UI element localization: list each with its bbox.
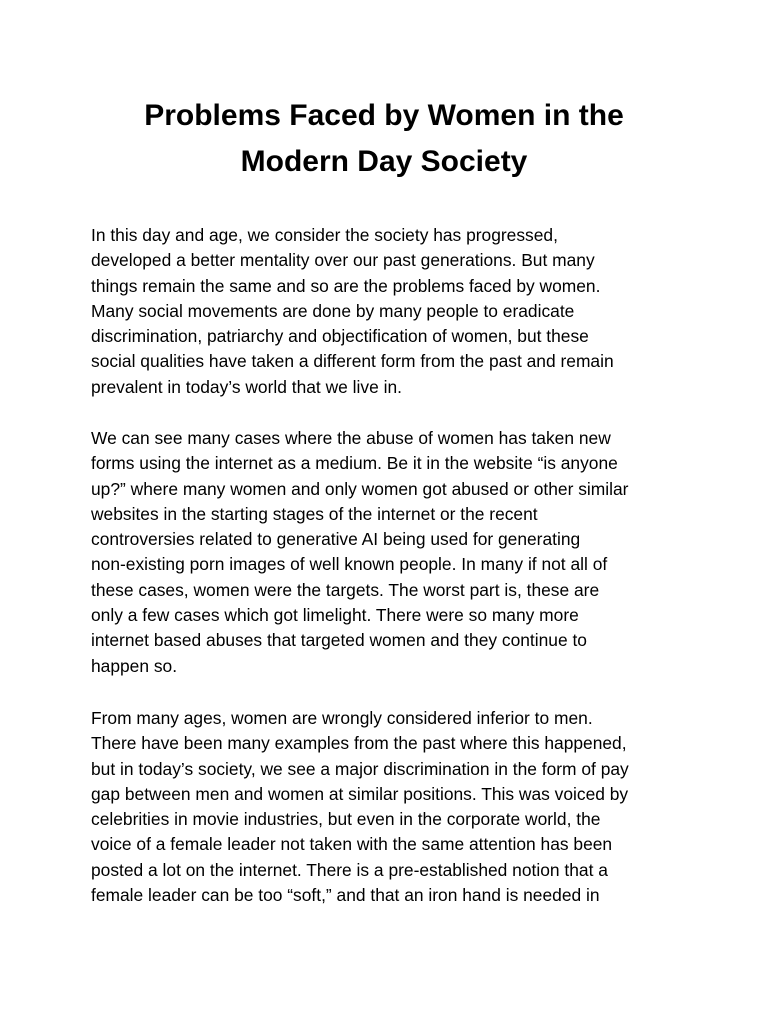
title-line: Problems Faced by Women in the (144, 99, 624, 132)
document-title (60, 93, 708, 185)
text-line: female leader can be too “soft,” and that an iron hand is needed in (91, 885, 600, 906)
text-line: celebrities in movie industries, but even in the corporate world, the (91, 809, 601, 830)
text-line: We can see many cases where the abuse of women has taken new (91, 428, 611, 448)
text-line: voice of a female leader not taken with the same attention has been (91, 834, 613, 855)
title-line: Modern Day Society (240, 145, 528, 178)
paragraph-3 (91, 706, 691, 908)
paragraph-2 (91, 426, 691, 679)
text-line: things remain the same and so are the problems faced by women. (91, 275, 601, 296)
text-line: In this day and age, we consider the society has progressed, (91, 225, 558, 245)
text-line: happen so. (91, 655, 178, 676)
text-line: only a few cases which got limelight. There were so many more (91, 605, 579, 626)
text-line: From many ages, women are wrongly considered inferior to men. (91, 708, 593, 728)
text-line: discrimination, patriarchy and objectification of women, but these (91, 326, 589, 347)
text-line: prevalent in today’s world that we live in. (91, 376, 402, 397)
text-line: these cases, women were the targets. The worst part is, these are (91, 579, 600, 600)
text-line: non-existing porn images of well known people. In many if not all of (91, 554, 608, 575)
text-line: websites in the starting stages of the internet or the recent (91, 503, 538, 524)
paragraph-1 (91, 223, 691, 400)
text-line: social qualities have taken a different form from the past and remain (91, 351, 614, 372)
text-line: Many social movements are done by many people to eradicate (91, 300, 575, 321)
text-line: forms using the internet as a medium. Be it in the website “is anyone (91, 453, 618, 474)
text-line: posted a lot on the internet. There is a pre-established notion that a (91, 859, 608, 880)
text-line: gap between men and women at similar positions. This was voiced by (91, 783, 629, 804)
text-line: controversies related to generative AI being used for generating (91, 529, 581, 550)
text-line: developed a better mentality over our past generations. But many (91, 250, 595, 271)
text-line: There have been many examples from the past where this happened, (91, 733, 627, 754)
text-line: but in today’s society, we see a major discrimination in the form of pay (91, 758, 629, 779)
text-line: up?” where many women and only women got abused or other similar (91, 478, 629, 499)
text-line: internet based abuses that targeted women and they continue to (91, 630, 587, 651)
